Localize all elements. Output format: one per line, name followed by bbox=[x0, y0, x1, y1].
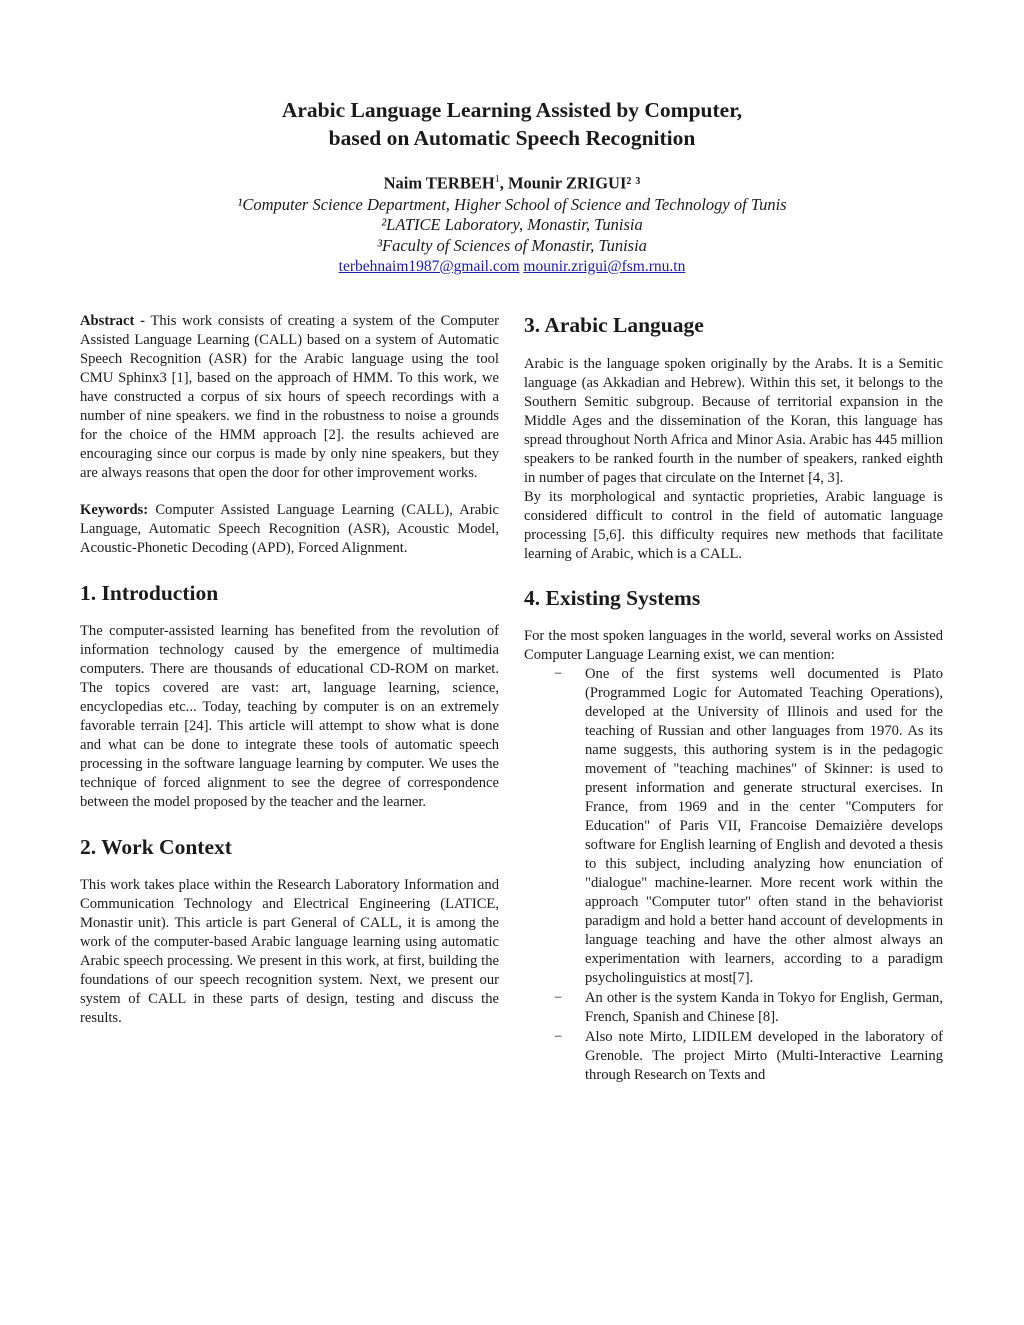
author-line bbox=[0, 169, 1024, 195]
section-3-paragraph-1: Arabic is the language spoken originally by the Arabs. It is a Semitic language (as Akkadian and Hebrew). Within this set, it belongs to the Southern Semitic subgroup. Because of territorial expansion in the Middle Ages and the dissemination of the Koran, this language has spread throughout North Africa and Minor Asia. Arabic has 445 million speakers to be ranked fourth in the number of speakers, ranked eighth in number of pages that circulate on the Internet [4, 3]. bbox=[524, 356, 943, 486]
paper-title-line-2: based on Automatic Speech Recognition bbox=[328, 126, 696, 150]
email-link-1[interactable]: terbehnaim1987@gmail.com bbox=[338, 258, 520, 275]
list-item-text: Also note Mirto, LIDILEM developed in the laboratory of Grenoble. The project Mirto (Multi-Interactive Learning through Research on Texts and bbox=[585, 1029, 943, 1083]
author-1: Naim TERBEH bbox=[383, 173, 495, 193]
keywords-text: Computer Assisted Language Learning (CALL), Arabic Language, Automatic Speech Recognition (ASR), Acoustic Model, Acoustic-Phonetic Decoding (APD), Forced Alignment. bbox=[80, 502, 499, 556]
abstract-text: This work consists of creating a system of the Computer Assisted Language Learning (CALL) based on a system of Automatic Speech Recognition (ASR) for the Arabic language using the tool CMU Sphinx3 [1], based on the approach of HMM. To this work, we have constructed a corpus of six hours of speech recordings with a number of nine speakers. we find in the robustness to noise a grounds for the choice of the HMM approach [2]. the results achieved are encouraging since our corpus is made by only nine speakers, but they are always reasons that open the door for other improvement works. bbox=[80, 313, 499, 481]
section-2-paragraph: This work takes place within the Research Laboratory Information and Communication Technology and Electrical Engineering (LATICE, Monastir unit). This article is part General of CALL, it is among the work of the computer-based Arabic language learning using automatic Arabic speech processing. We present in this work, at first, building the foundations of our speech recognition system. Next, we present our system of CALL in these parts of design, testing and discuss the results. bbox=[80, 877, 499, 1026]
section-2-heading: 2. Work Context bbox=[80, 835, 232, 859]
email-link-2[interactable]: mounir.zrigui@fsm.rnu.tn bbox=[523, 258, 686, 275]
section-4-heading: 4. Existing Systems bbox=[524, 586, 701, 610]
list-item bbox=[524, 1028, 943, 1085]
author-1-superscript: 1 bbox=[494, 174, 500, 185]
list-item bbox=[524, 665, 943, 988]
section-1-paragraph: The computer-assisted learning has benefited from the revolution of information technology caused by the emergence of multimedia computers. There are thousands of educational CD-ROM on market. The topics covered are vast: art, language learning, science, encyclopedias etc... Today, teaching by computer is on an extremely favorable terrain [24]. This article will attempt to show what is done and what can be done to integrate these tools of automatic speech processing in the software language learning by computer. We uses the technique of forced alignment to see the degree of correspondence between the model proposed by the teacher and the learner. bbox=[80, 623, 499, 810]
list-item-text: An other is the system Kanda in Tokyo for English, German, French, Spanish and Chinese [8]. bbox=[585, 990, 943, 1025]
header-block bbox=[0, 96, 1024, 277]
list-bullet: − bbox=[554, 1029, 563, 1045]
abstract-paragraph bbox=[80, 312, 499, 483]
keywords-label: Keywords: bbox=[80, 502, 149, 518]
author-separator: , bbox=[499, 173, 508, 193]
section-1-heading: 1. Introduction bbox=[80, 581, 219, 605]
affiliation-2: ²LATICE Laboratory, Monastir, Tunisia bbox=[381, 215, 643, 234]
list-item-text: One of the first systems well documented is Plato (Programmed Logic for Automated Teaching Operations), developed at the University of Illinois and used for the teaching of Russian and other languages from 1970. As its name suggests, this authoring system is in the pedagogic movement of "teaching machines" of Skinner: is used to present information and generate structural exercises. In France, from 1969 and in the center "Computers for Education" of Paris VII, Francoise Demaizière develops software for English learning of English and devoted a thesis to this subject, including analyzing how enunciation of "dialogue" machine-learner. More recent work within the approach "Computer tutor" often stand in the behaviorist paradigm and hold a better hand account of developments in language teaching and have the other almost always an experimentation with learners, according to a paradigm psycholinguistics at most[7]. bbox=[585, 666, 943, 986]
paper-title-line-1: Arabic Language Learning Assisted by Computer, bbox=[281, 98, 743, 122]
left-column bbox=[80, 312, 499, 1028]
list-bullet: − bbox=[554, 666, 563, 682]
section-4-intro: For the most spoken languages in the world, several works on Assisted Computer Language Learning exist, we can mention: bbox=[524, 628, 943, 663]
email-line bbox=[0, 256, 1024, 277]
abstract-label: Abstract - bbox=[80, 313, 145, 329]
section-3-heading: 3. Arabic Language bbox=[524, 313, 704, 337]
existing-systems-list bbox=[524, 665, 943, 1085]
affiliation-3: ³Faculty of Sciences of Monastir, Tunisia bbox=[377, 235, 647, 255]
list-bullet: − bbox=[554, 990, 563, 1006]
keywords-paragraph bbox=[80, 501, 499, 558]
list-item bbox=[524, 989, 943, 1027]
right-column bbox=[524, 312, 943, 1086]
affiliation-1: ¹Computer Science Department, Higher School of Science and Technology of Tunis bbox=[237, 194, 787, 214]
author-2: Mounir ZRIGUI² ³ bbox=[507, 173, 641, 193]
section-3-paragraph-2: By its morphological and syntactic proprieties, Arabic language is considered difficult to control in the field of automatic language processing [5,6]. this difficulty requires new methods that facilitate learning of Arabic, which is a CALL. bbox=[524, 489, 943, 562]
